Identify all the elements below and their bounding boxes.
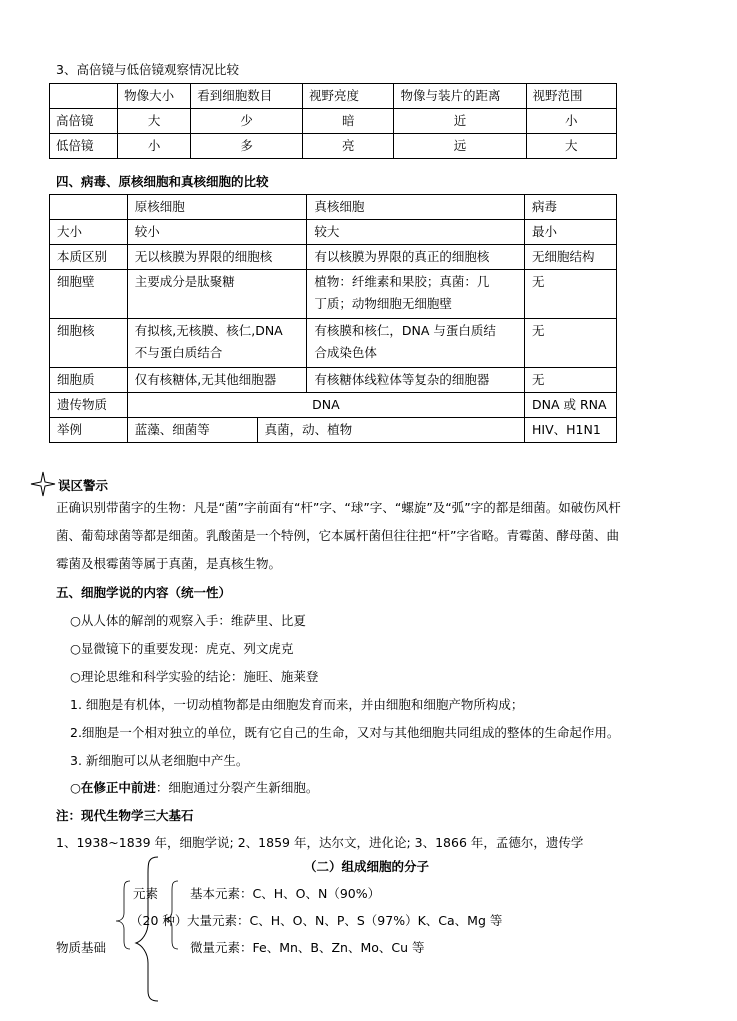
table-cell: 无 [525,368,617,393]
table-row [50,134,617,159]
table-cell: 无以核膜为界限的细胞核 [127,245,307,270]
brace-icon [110,855,180,1005]
list-item: ○显微镜下的重要发现：虎克、列文虎克 [70,641,294,656]
table-cell: 低倍镜 [50,134,118,159]
table-cell: 亮 [303,134,394,159]
table-cell: 大 [526,134,616,159]
table-cell [127,319,307,368]
table-row [50,319,617,368]
table-cell: 主要成分是肽聚糖 [127,270,307,319]
table-cell: 小 [526,109,616,134]
list-item: ○从人体的解剖的观察入手：维萨里、比夏 [70,613,306,628]
cell-line: 有拟核,无核膜、核仁,DNA [134,323,283,338]
cell-line: 有核膜和核仁，DNA 与蛋白质结 [314,323,496,338]
cell-line: 不与蛋白质结合 [134,345,223,360]
table-row [50,393,617,418]
table-cell: 大小 [50,220,128,245]
list-item: 3. 新细胞可以从老细胞中产生。 [70,753,249,768]
warning-title: 误区警示 [58,478,109,493]
elements-label: 元素 [133,886,159,901]
table-cell: 大 [118,109,191,134]
table-cell: 有核糖体线粒体等复杂的细胞器 [307,368,525,393]
table-header-cell: 物像与装片的距离 [394,84,526,109]
table-row [50,195,617,220]
table-header-cell: 病毒 [525,195,617,220]
table-cell: 举例 [50,418,128,443]
table-header-cell: 物像大小 [118,84,191,109]
table-cell: 远 [394,134,526,159]
elements-count-label: （20 种） [130,913,188,928]
table-cell: 有以核膜为界限的真正的细胞核 [307,245,525,270]
table-cell: 最小 [525,220,617,245]
table-cell: 细胞壁 [50,270,128,319]
table-cell: 遗传物质 [50,393,128,418]
table-cell: 小 [118,134,191,159]
table-cell: 细胞核 [50,319,128,368]
warning-line: 菌、葡萄球菌等都是细菌。乳酸菌是一个特例，它本属杆菌但往往把“杆”字省略。青霉菌、酵母菌、曲 [56,528,619,543]
table-cell: 本质区别 [50,245,128,270]
table-row [50,109,617,134]
table-header-cell: 原核细胞 [127,195,307,220]
table-header-cell: 真核细胞 [307,195,525,220]
microscope-comparison-table [49,83,617,159]
list-item: 1. 细胞是有机体，一切动植物都是由细胞发育而来，并由细胞和细胞产物所构成； [70,697,524,712]
table-cell: 高倍镜 [50,109,118,134]
table-header-cell: 视野范围 [526,84,616,109]
section-3-title: 3、高倍镜与低倍镜观察情况比较 [56,62,239,77]
note-text: 1、1938~1839 年，细胞学说; 2、1859 年，达尔文，进化论; 3、1866 年，孟德尔，遗传学 [56,835,584,850]
table-cell: 无 [525,270,617,319]
table-header-cell: 视野亮度 [303,84,394,109]
table-cell: 细胞质 [50,368,128,393]
table-row [50,245,617,270]
list-item: 2.细胞是一个相对独立的单位，既有它自己的生命，又对与其他细胞共同组成的整体的生命起作用。 [70,725,620,740]
root-label: 物质基础 [56,940,107,955]
table-cell: 仅有核糖体,无其他细胞器 [127,368,307,393]
table-cell [307,319,525,368]
table-row [50,368,617,393]
emphasis-text: ○在修正中前进 [70,780,156,795]
cell-comparison-table [49,194,617,443]
cell-line: 合成染色体 [314,345,377,360]
table-row [50,220,617,245]
table-header-cell: 看到细胞数目 [191,84,303,109]
table-cell: 较小 [127,220,307,245]
micro-elements: 微量元素：Fe、Mn、B、Zn、Mo、Cu 等 [190,940,425,955]
note-title: 注：现代生物学三大基石 [56,808,194,823]
star-icon [30,471,56,497]
list-item [70,778,318,796]
table-header-cell [50,84,118,109]
table-cell: 真菌，动、植物 [257,418,524,443]
table-row [50,418,617,443]
table-cell: 暗 [303,109,394,134]
warning-text [56,494,684,578]
table-row [50,270,617,319]
table-cell [307,270,525,319]
section-4-title: 四、病毒、原核细胞和真核细胞的比较 [56,174,269,189]
section-5-title: 五、细胞学说的内容（统一性） [56,585,232,600]
table-cell: 无 [525,319,617,368]
table-cell: 多 [191,134,303,159]
table-cell: 近 [394,109,526,134]
table-cell: DNA [127,393,524,418]
macro-elements: 大量元素：C、H、O、N、P、S（97%）K、Ca、Mg 等 [187,913,503,928]
table-header-cell [50,195,128,220]
list-item-rest: ：细胞通过分裂产生新细胞。 [155,780,319,795]
warning-line: 正确识别带菌字的生物：凡是“菌”字前面有“杆”字、“球”字、“螺旋”及“弧”字的都是细菌。如破伤风杆 [56,500,621,515]
cell-line: 植物：纤维素和果胶；真菌：几 [314,274,490,289]
table-cell: DNA 或 RNA [525,393,617,418]
table-cell: 少 [191,109,303,134]
part2-title: （二）组成细胞的分子 [304,859,430,874]
warning-line: 霉菌及根霉菌等属于真菌，是真核生物。 [56,556,282,571]
basic-elements: 基本元素：C、H、O、N（90%） [190,886,381,901]
list-item: ○理论思维和科学实验的结论：施旺、施莱登 [70,669,319,684]
table-row [50,84,617,109]
table-cell: 蓝藻、细菌等 [127,418,257,443]
table-cell: 无细胞结构 [525,245,617,270]
table-cell: HIV、H1N1 [525,418,617,443]
table-cell: 较大 [307,220,525,245]
cell-line: 丁质；动物细胞无细胞壁 [314,296,452,311]
